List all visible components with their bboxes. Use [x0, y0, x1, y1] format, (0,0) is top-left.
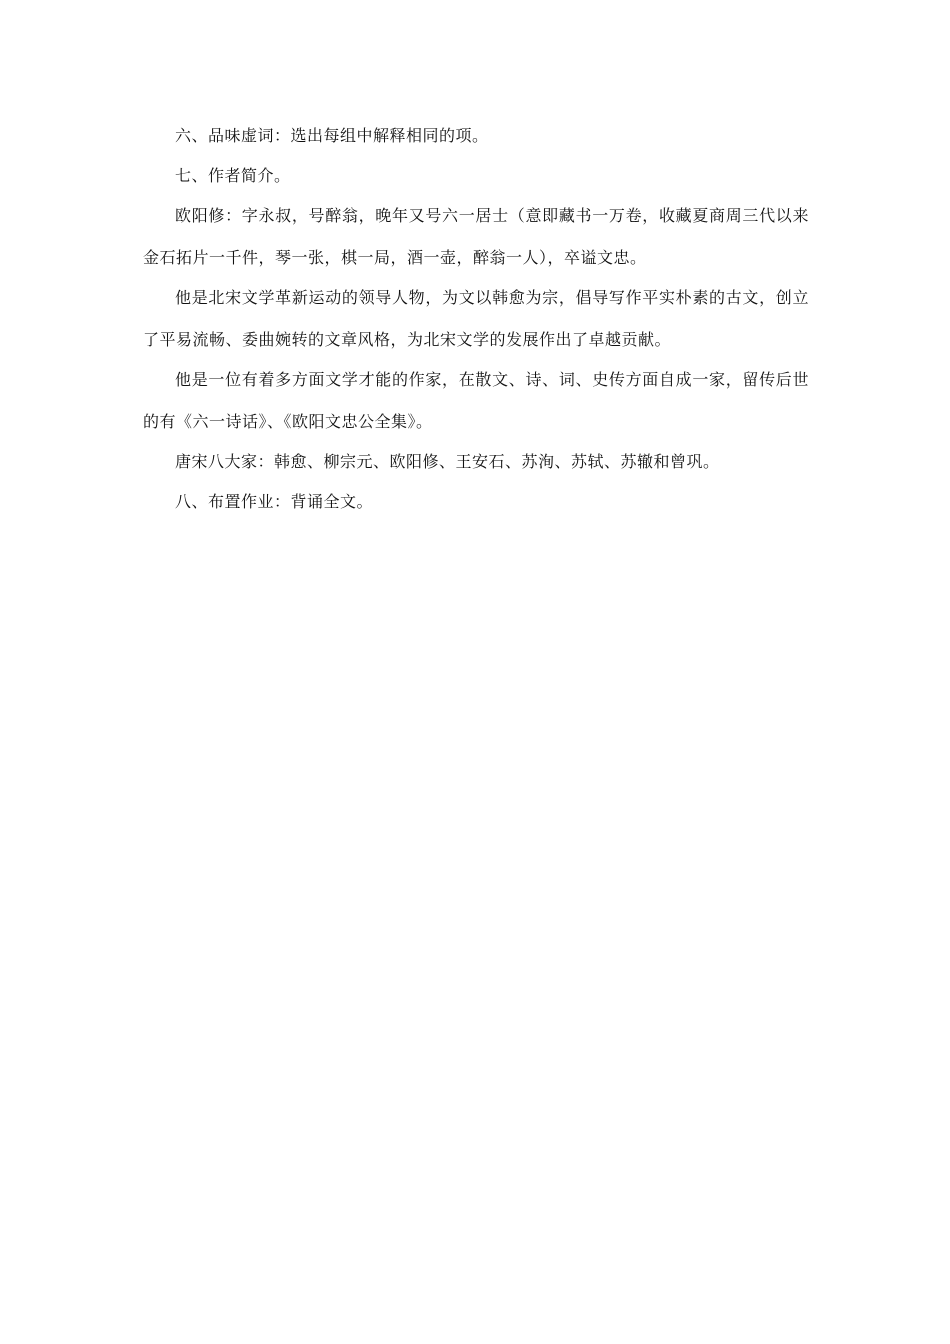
document-body [143, 122, 809, 528]
section-seven-heading: 七、作者简介。 [175, 166, 291, 185]
author-works-paragraph: 他是一位有着多方面文学才能的作家，在散文、诗、词、史传方面自成一家，留传后世的有《六一诗话》、《欧阳文忠公全集》。 [143, 370, 809, 431]
section-six-heading: 六、品味虚词：选出每组中解释相同的项。 [175, 126, 489, 145]
section-eight-homework: 八、布置作业：背诵全文。 [175, 492, 374, 511]
author-bio-paragraph: 欧阳修：字永叔，号醉翁，晚年又号六一居士（意即藏书一万卷，收藏夏商周三代以来金石拓片一千件，琴一张，棋一局，酒一壶，醉翁一人），卒谥文忠。 [143, 206, 809, 267]
author-role-paragraph: 他是北宋文学革新运动的领导人物，为文以韩愈为宗，倡导写作平实朴素的古文，创立了平易流畅、委曲婉转的文章风格，为北宋文学的发展作出了卓越贡献。 [143, 288, 809, 349]
eight-masters-paragraph: 唐宋八大家：韩愈、柳宗元、欧阳修、王安石、苏洵、苏轼、苏辙和曾巩。 [175, 452, 720, 471]
